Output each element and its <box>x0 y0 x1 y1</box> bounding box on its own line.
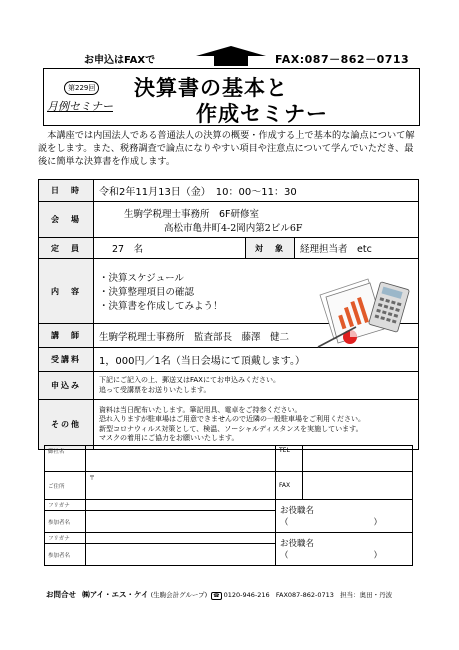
furigana-label: フリガナ <box>45 533 86 544</box>
fax-number: FAX:087－862－0713 <box>275 53 410 66</box>
lecturer-value: 生駒学税理士事務所 監査部長 藤澤 健二 <box>94 324 419 348</box>
company-label: 御社名 <box>45 446 86 472</box>
content-item: ・決算整理項目の確認 <box>99 287 195 298</box>
contact-label: お問合せ <box>46 590 76 599</box>
furigana-field[interactable] <box>86 500 276 511</box>
content-item: ・決算書を作成してみよう！ <box>99 301 223 312</box>
fax-field[interactable] <box>303 472 413 500</box>
apply-label: 申込み <box>39 372 94 400</box>
other-label: その他 <box>39 400 94 450</box>
capacity-value: 27 名 <box>94 238 246 259</box>
attendee-label: 参加者名 <box>45 511 86 533</box>
fee-label: 受講料 <box>39 348 94 372</box>
contact-group: (生駒会計グループ) <box>150 591 208 599</box>
other-line: 恐れ入りますが駐車場はご用意できませんので近隣の一般駐車場をご利用ください。 <box>99 415 365 423</box>
target-label: 対 象 <box>246 238 295 259</box>
apply-line: 追って受講票をお送りいたします。 <box>99 385 211 394</box>
free-dial-icon: ☎ <box>213 593 220 599</box>
other-line: 新型コロナウィルス対策として、検温、ソーシャルディスタンスを実施しています。 <box>99 424 363 433</box>
contact-company: ㈱アイ・エス・ケイ <box>82 590 149 599</box>
lecturer-label: 講 師 <box>39 324 94 348</box>
free-dial-number: 0120-946-216 <box>223 591 270 599</box>
attendee-field[interactable] <box>86 511 276 533</box>
date-label: 日 時 <box>39 180 94 202</box>
apply-by-fax-text: お申込はFAXで <box>84 55 156 66</box>
date-value: 令和2年11月13日（金） 10：00～11：30 <box>94 180 419 202</box>
venue-line2: 高松市亀井町4-2岡内第2ビル6F <box>164 222 303 234</box>
venue-label: 会 場 <box>39 202 94 238</box>
tel-field[interactable] <box>303 446 413 472</box>
intro-paragraph: 本講座では内国法人である普通法人の決算の概要・作成する上で基本的な論点について解説をします。また、税務調査で論点になりやすい項目や注意点について学んでいただき、最後に簡単な決算書を作成します。 <box>38 130 415 167</box>
fax-label: FAX <box>276 472 303 500</box>
furigana-label: フリガナ <box>45 500 86 511</box>
seminar-number-badge: 第229回 <box>64 81 99 95</box>
application-form <box>44 445 413 566</box>
address-label: ご住所 <box>45 472 86 500</box>
page-title-line1: 決算書の基本と <box>134 76 288 100</box>
attendee-field[interactable] <box>86 544 276 566</box>
series-name: 月例セミナー <box>47 100 113 113</box>
other-line: 資料は当日配布いたします。筆記用具、電卓をご持参ください。 <box>99 405 302 414</box>
venue-line1: 生駒学税理士事務所 6F研修室 <box>124 208 260 220</box>
arrow-up-icon <box>196 46 266 66</box>
capacity-label: 定 員 <box>39 238 94 259</box>
content-item: ・決算スケジュール <box>99 273 184 284</box>
attendee-label: 参加者名 <box>45 544 86 566</box>
target-value: 経理担当者 etc <box>295 238 419 259</box>
footer-fax: FAX087-862-0713 <box>275 591 334 599</box>
company-field[interactable] <box>86 446 276 472</box>
content-label: 内 容 <box>39 259 94 324</box>
address-field[interactable] <box>86 472 276 500</box>
fee-value: 1，000円／1名（当日会場にて頂戴します。） <box>94 348 419 372</box>
role-field[interactable]: お役職名（ ） <box>276 533 413 566</box>
footer-contact <box>46 589 421 600</box>
apply-line: 下記にご記入の上、郵送又はFAXにてお申込みください。 <box>99 376 280 384</box>
role-field[interactable]: お役職名（ ） <box>276 500 413 533</box>
page-title-line2: 作成セミナー <box>196 102 328 126</box>
contact-person: 担当：奥田・丹波 <box>340 591 393 599</box>
other-line: マスクの着用にご協力をお願いいたします。 <box>99 434 239 442</box>
postal-mark: 〒 <box>89 475 96 482</box>
chart-calculator-icon <box>316 271 410 351</box>
furigana-field[interactable] <box>86 533 276 544</box>
tel-label: TEL <box>276 446 303 472</box>
